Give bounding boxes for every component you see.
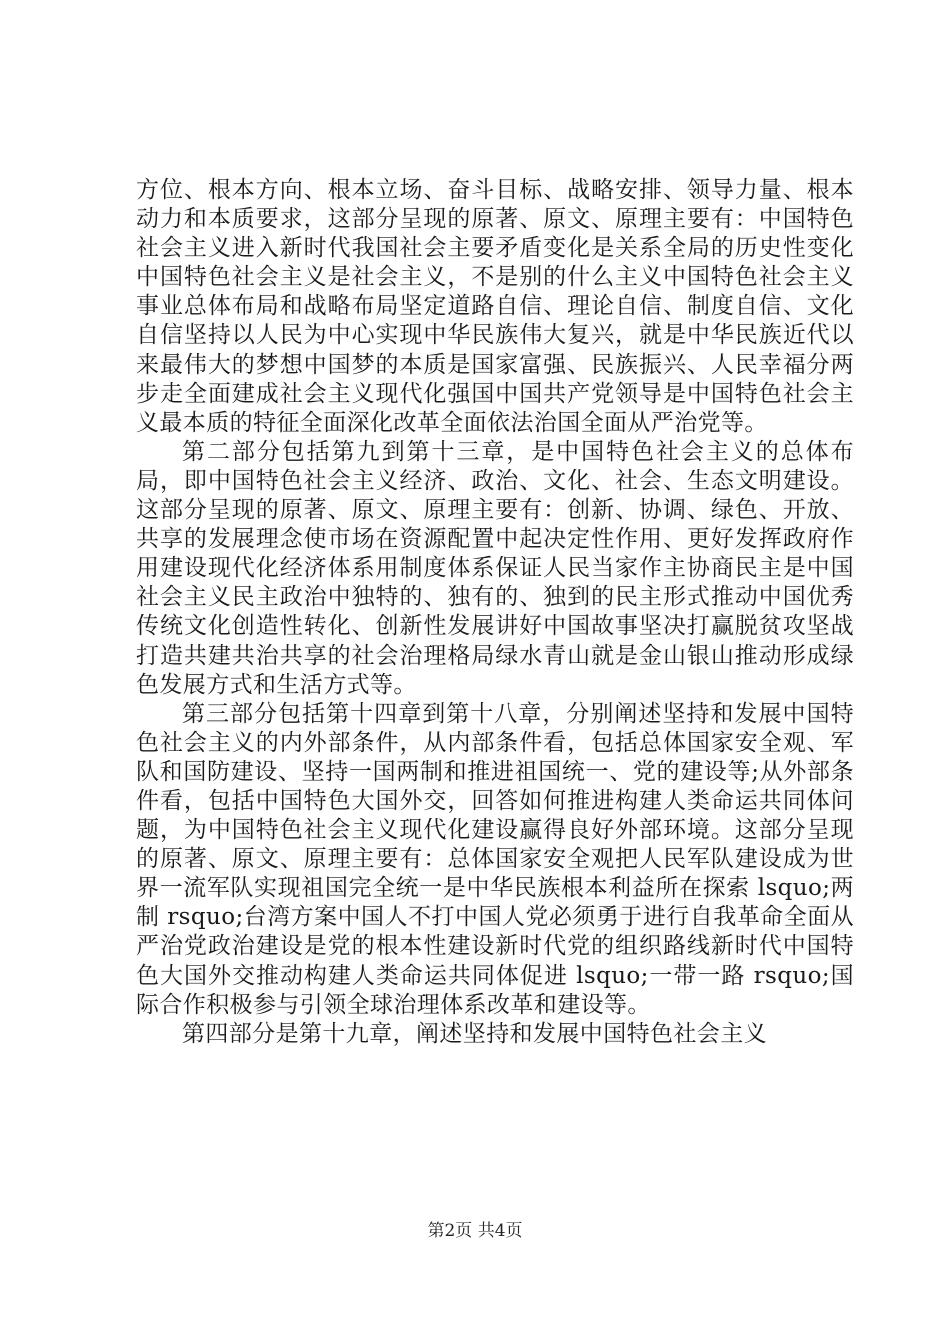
paragraph-2: 第二部分包括第九到第十三章，是中国特色社会主义的总体布局，即中国特色社会主义经济、政治、文化、社会、生态文明建设。这部分呈现的原著、原文、原理主要有：创新、协调、绿色、开放、共享的发展理念使市场在资源配置中起决定性作用、更好发挥政府作用建设现代化经济体系用制度体系保证人民当家作主协商民主是中国社会主义民主政治中独特的、独有的、独到的民主形式推动中国优秀传统文化创造性转化、创新性发展讲好中国故事坚决打赢脱贫攻坚战打造共建共治共享的社会治理格局绿水青山就是金山银山推动形成绿色发展方式和生活方式等。 (136, 438, 854, 698)
page-indicator: 第2页 共4页 (427, 1221, 523, 1241)
document-body (136, 176, 854, 1049)
paragraph-4: 第四部分是第十九章，阐述坚持和发展中国特色社会主义 (182, 1020, 767, 1047)
paragraph-1: 方位、根本方向、根本立场、奋斗目标、战略安排、领导力量、根本动力和本质要求，这部分呈现的原著、原文、原理主要有：中国特色社会主义进入新时代我国社会主要矛盾变化是关系全局的历史性变化中国特色社会主义是社会主义，不是别的什么主义中国特色社会主义事业总体布局和战略布局坚定道路自信、理论自信、制度自信、文化自信坚持以人民为中心实现中华民族伟大复兴，就是中华民族近代以来最伟大的梦想中国梦的本质是国家富强、民族振兴、人民幸福分两步走全面建成社会主义现代化强国中国共产党领导是中国特色社会主义最本质的特征全面深化改革全面依法治国全面从严治党等。 (136, 177, 854, 436)
paragraph-3: 第三部分包括第十四章到第十八章，分别阐述坚持和发展中国特色社会主义的内外部条件，从内部条件看，包括总体国家安全观、军队和国防建设、坚持一国两制和推进祖国统一、党的建设等;从外部条件看，包括中国特色大国外交，回答如何推进构建人类命运共同体问题，为中国特色社会主义现代化建设赢得良好外部环境。这部分呈现的原著、原文、原理主要有：总体国家安全观把人民军队建设成为世界一流军队实现祖国完全统一是中华民族根本利益所在探索 lsquo;两制 rsquo;台湾方案中国人不打中国人党必须勇于进行自我革命全面从严治党政治建设是党的根本性建设新时代党的组织路线新时代中国特色大国外交推动构建人类命运共同体促进 lsquo;一带一路 rsquo;国际合作积极参与引领全球治理体系改革和建设等。 (136, 700, 854, 1018)
page-footer (0, 1216, 950, 1241)
